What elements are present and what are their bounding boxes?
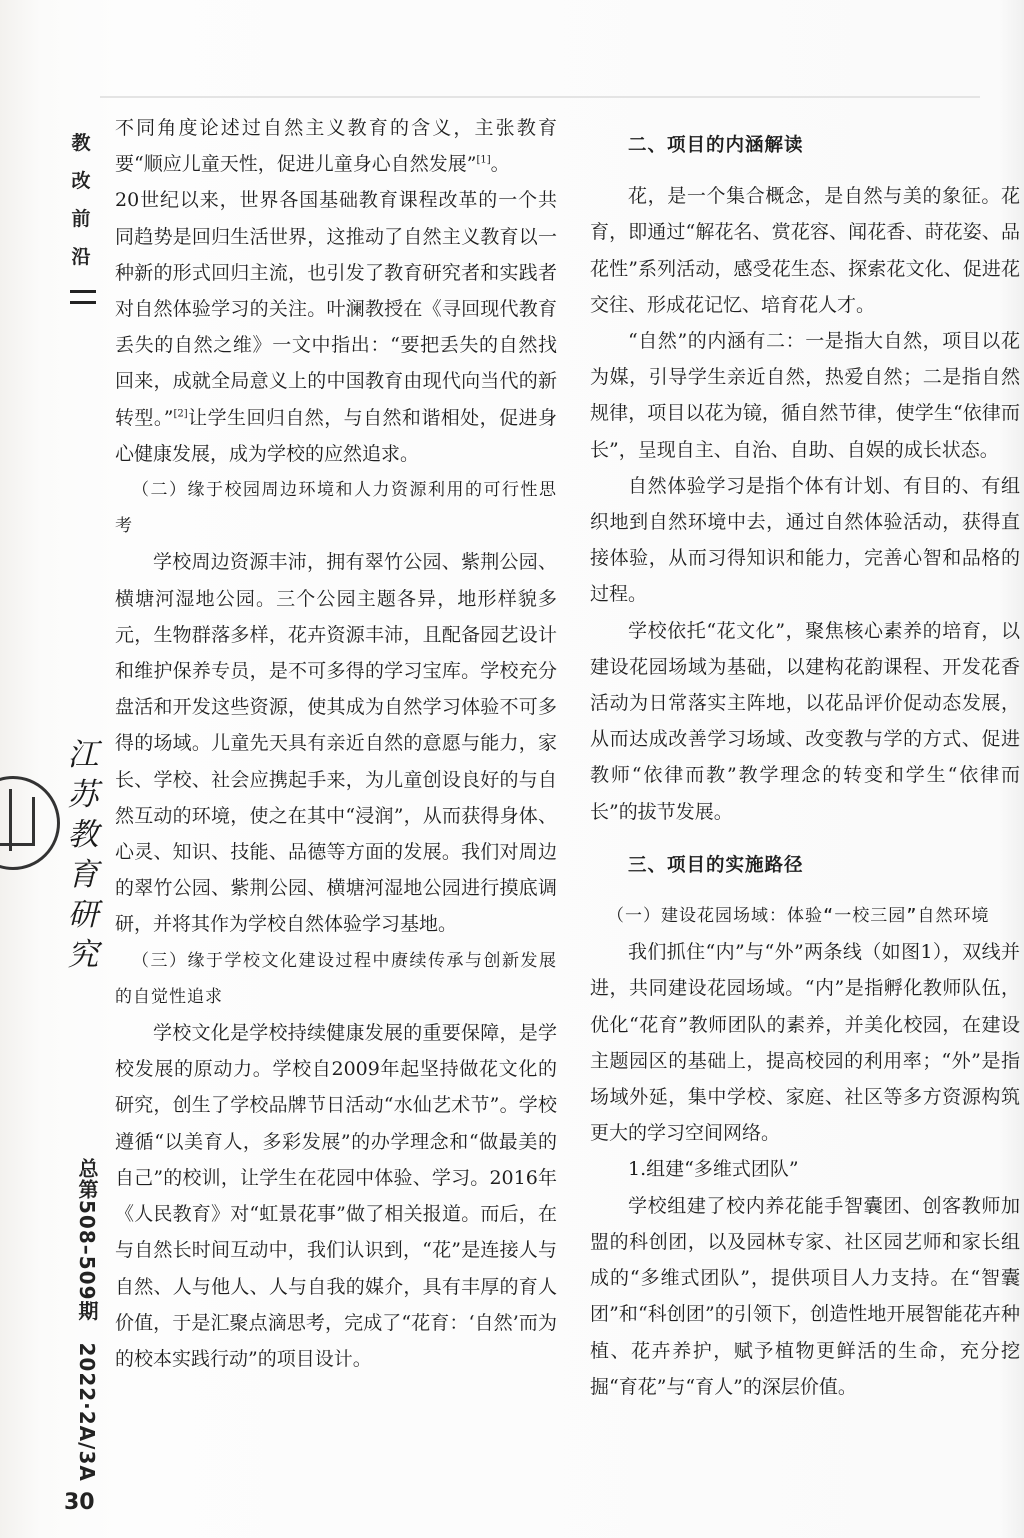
subsubsection-heading: 1.组建“多维式团队” — [628, 1158, 799, 1181]
paragraph: 学校依托“花文化”，聚焦核心素养的培育，以建设花园场域为基础，以建构花韵课程、开发花香活动为日常落实主阵地，以花品评价促动态发展，从而达成改善学习场域、改变教与学的方式、促进教师“依律而教”教学理念的转变和学生“依律而长”的拔节发展。 — [590, 619, 1020, 823]
paragraph: 花，是一个集合概念，是自然与美的象征。花育，即通过“解花名、赏花容、闻花香、莳花姿、品花性”系列活动，感受花生态、探索花文化、促进花交往、形成花记忆、培育花人才。 — [590, 185, 1020, 316]
paragraph: 学校文化是学校持续健康发展的重要保障，是学校发展的原动力。学校自2009年起坚持做花文化的研究，创生了学校品牌节日活动“水仙艺术节”。学校遵循“以美育人，多彩发展”的办学理念和“做最美的自己”的校训，让学生在花园中体验、学习。2016年《人民教育》对“虹景花事”做了相关报道。而后，在与自然长时间互动中，我们认识到，“花”是连接人与自然、人与他人、人与自我的媒介，具有丰厚的育人价值，于是汇聚点滴思考，完成了“花育：‘自然’而为的校本实践行动”的项目设计。 — [115, 1022, 557, 1370]
paragraph: “自然”的内涵有二：一是指大自然，项目以花为媒，引导学生亲近自然，热爱自然；二是指自然规律，项目以花为镜，循自然节律，使学生“依律而长”，呈现自主、自治、自助、自娱的成长状态。 — [590, 330, 1020, 461]
paragraph: 自然体验学习是指个体有计划、有目的、有组织地到自然环境中去，通过自然体验活动，获得直接体验，从而习得知识和能力，完善心智和品格的过程。 — [590, 474, 1020, 606]
section-heading: 三、项目的实施路径 — [628, 854, 804, 876]
issue-info — [62, 1158, 102, 1488]
section-heading: 二、项目的内涵解读 — [628, 135, 804, 156]
paragraph — [115, 110, 557, 182]
section-tag — [66, 124, 96, 276]
left-column — [115, 110, 557, 1377]
issue-info-text: 总第508–509期 2022·2A/3A — [75, 1158, 99, 1482]
paragraph: 学校组建了校内养花能手智囊团、创客教师加盟的科创团，以及园林专家、社区园艺师和家长组成的“多维式团队”，提供项目人力支持。在“智囊团”和“科创团”的引领下，创造性地开展智能花卉种植、花卉养护，赋予植物更鲜活的生命，充分挖掘“育花”与“育人”的深层价值。 — [590, 1194, 1020, 1398]
section-divider-mark — [70, 290, 96, 304]
paragraph: 我们抓住“内”与“外”两条线（如图1），双线并进，共同建设花园场域。“内”是指孵化教师队伍，优化“花育”教师团队的素养，并美化校园，在建设主题园区的基础上，提高校园的利用率；“外”是指场域外延，集中学校、家庭、社区等多方资源构筑更大的学习空间网络。 — [590, 941, 1020, 1145]
journal-seal-logo — [0, 776, 60, 870]
paragraph-text: 让学生回归自然，与自然和谐相处，促进身心健康发展，成为学校的应然追求。 — [115, 406, 557, 465]
paragraph-text: 20世纪以来，世界各国基础教育课程改革的一个共同趋势是回归生活世界，这推动了自然主义教育以一种新的形式回归主流，也引发了教育研究者和实践者对自然体验学习的关注。叶澜教授在《寻回现代教育丢失的自然之维》一文中指出：“要把丢失的自然找回来，成就全局意义上的中国教育由现代向当代的新转型。” — [115, 189, 557, 429]
page-number: 30 — [64, 1490, 95, 1515]
journal-name-char: 育 — [67, 857, 99, 893]
paragraph-text: 。 — [490, 153, 510, 176]
page-top-edge — [100, 96, 980, 98]
subsection-heading: （二）缘于校园周边环境和人力资源利用的可行性思考 — [115, 480, 557, 537]
journal-name-char: 教 — [67, 817, 99, 853]
paragraph — [115, 182, 557, 472]
journal-name-char: 研 — [67, 897, 99, 933]
journal-name-char: 江 — [67, 737, 99, 773]
section-tag-char: 沿 — [71, 246, 91, 268]
citation-ref: [2] — [173, 408, 188, 420]
citation-ref: [1] — [476, 154, 491, 166]
section-tag-char: 改 — [71, 170, 91, 192]
journal-name-char: 苏 — [67, 777, 99, 813]
section-tag-char: 教 — [71, 132, 91, 154]
journal-name — [58, 735, 108, 975]
right-column — [590, 110, 1020, 1405]
section-tag-char: 前 — [71, 208, 91, 230]
subsection-heading: （三）缘于学校文化建设过程中赓续传承与创新发展的自觉性追求 — [115, 950, 557, 1007]
paragraph: 学校周边资源丰沛，拥有翠竹公园、紫荆公园、横塘河湿地公园。三个公园主题各异，地形样貌多元，生物群落多样，花卉资源丰沛，且配备园艺设计和维护保养专员，是不可多得的学习宝库。学校充分盘活和开发这些资源，使其成为自然学习体验不可多得的场域。儿童先天具有亲近自然的意愿与能力，家长、学校、社会应携起手来，为儿童创设良好的与自然互动的环境，使之在其中“浸润”，从而获得身体、心灵、知识、技能、品德等方面的发展。我们对周边的翠竹公园、紫荆公园、横塘河湿地公园进行摸底调研，并将其作为学校自然体验学习基地。 — [115, 551, 557, 936]
journal-name-char: 究 — [67, 937, 99, 973]
subsection-heading: （一）建设花园场域：体验“一校三园”自然环境 — [607, 906, 990, 927]
paragraph-text: 不同角度论述过自然主义教育的含义，主张教育要“顺应儿童天性，促进儿童身心自然发展” — [115, 117, 557, 176]
